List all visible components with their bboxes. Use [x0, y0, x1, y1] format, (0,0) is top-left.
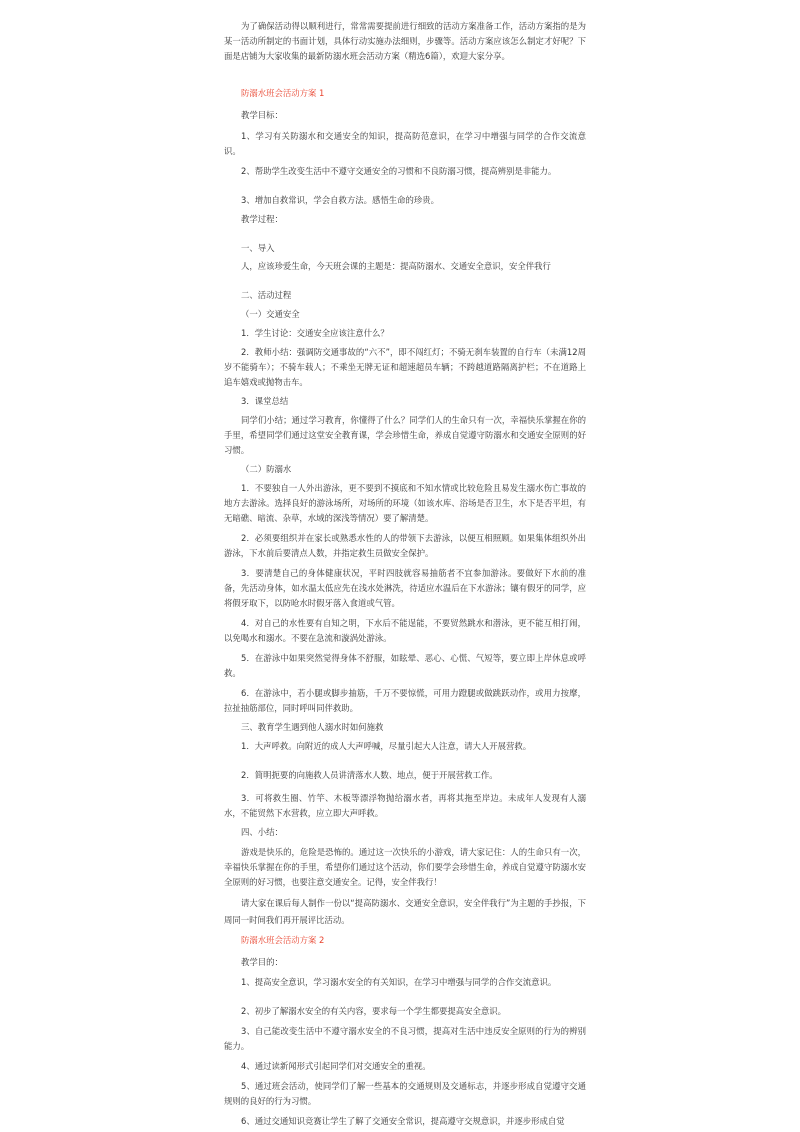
- s1-part-4-heading: 四、小结：: [241, 827, 283, 837]
- s2-goal-6: 6、通过交通知识竞赛让学生了解了交通安全常识，提高遵守交规意识，并逐步形成自觉: [241, 1116, 565, 1126]
- s1-swim-item-5: 5．在游泳中如果突然觉得身体不舒服，如眩晕、恶心、心慌、气短等，要立即上岸休息或呼救。: [224, 653, 586, 678]
- s1-swim-heading: （二）防溺水: [241, 464, 292, 474]
- s1-summary-text: 游戏是快乐的，危险是恐怖的。通过这一次快乐的小游戏，请大家记住：人的生命只有一次，幸福快乐掌握在你的手里，希望你们通过这个活动，你们要学会珍惜生命，养成自觉遵守防溺水安全原则的好习惯，也要注意交通安全。记得，安全伴我行！: [224, 847, 586, 887]
- intro-paragraph: 为了确保活动得以顺利进行，常常需要提前进行细致的活动方案准备工作，活动方案指的是为某一活动所制定的书面计划，具体行动实施办法细则，步骤等。活动方案应该怎么制定才好呢？下面是店铺为大家收集的最新防溺水班会活动方案（精选6篇），欢迎大家分享。: [224, 21, 586, 61]
- s1-heading-goals: 教学目标：: [241, 110, 283, 120]
- s1-rescue-item-1: 1．大声呼救。向附近的成人大声呼喊，尽量引起大人注意，请大人开展营救。: [241, 741, 532, 751]
- s1-traffic-item-3: 3．课堂总结: [241, 396, 289, 406]
- s1-rescue-item-2: 2．简明扼要的向施救人员讲清落水人数、地点，便于开展营救工作。: [241, 770, 498, 780]
- s1-goal-2: 2、帮助学生改变生活中不遵守交通安全的习惯和不良防溺习惯，提高辨别是非能力。: [241, 166, 557, 176]
- s1-rescue-item-3: 3．可将救生圈、竹竿、木板等漂浮物抛给溺水者，再将其拖至岸边。未成年人发现有人溺水，不能贸然下水营救，应立即大声呼救。: [224, 793, 586, 818]
- s1-part-3-heading: 三、教育学生遇到他人溺水时如何施救: [241, 722, 384, 732]
- s1-goal-3: 3、增加自救常识，学会自救方法。感悟生命的珍贵。: [241, 195, 439, 205]
- s2-goal-4: 4、通过读新闻形式引起同学们对交通安全的重视。: [241, 1061, 431, 1071]
- s2-goal-5: 5、通过班会活动，使同学们了解一些基本的交通规则及交通标志，并逐步形成自觉遵守交通规则的良好的行为习惯。: [224, 1081, 586, 1106]
- s2-goal-1: 1、提高安全意识，学习溺水安全的有关知识，在学习中增强与同学的合作交流意识。: [241, 977, 557, 987]
- s1-traffic-item-1: 1．学生讨论：交通安全应该注意什么？: [241, 328, 389, 338]
- s1-traffic-item-2: 2．教师小结：强调防交通事故的“六不”，即不闯红灯；不骑无刹车装置的自行车（未满12周岁不能骑车）；不骑车载人；不乘坐无牌无证和超速超员车辆；不跨越道路隔离护栏；不在道路上追车嬉戏或抛物击车。: [224, 347, 586, 387]
- s1-part-2-heading: 二、活动过程: [241, 290, 292, 300]
- s1-goal-1: 1、学习有关防溺水和交通安全的知识，提高防范意识，在学习中增强与同学的合作交流意识。: [224, 131, 586, 156]
- s1-part-1-text: 人，应该珍爱生命，今天班会课的主题是：提高防溺水、交通安全意识，安全伴我行: [241, 261, 551, 271]
- s1-part-1-heading: 一、导入: [241, 243, 275, 253]
- s1-heading-process: 教学过程：: [241, 214, 283, 224]
- s1-swim-item-3: 3．要清楚自己的身体健康状况，平时四肢就容易抽筋者不宜参加游泳。要做好下水前的准备，先活动身体，如水温太低应先在浅水处淋洗，待适应水温后在下水游泳；镶有假牙的同学，应将假牙取下，以防呛水时假牙落入食道或气管。: [224, 568, 586, 608]
- s1-swim-item-1: 1．不要独自一人外出游泳，更不要到不摸底和不知水情或比较危险且易发生溺水伤亡事故的地方去游泳。选择良好的游泳场所，对场所的环境（如该水库、浴场是否卫生，水下是否平坦，有无暗礁、暗流、杂草，水域的深浅等情况）要了解清楚。: [224, 483, 586, 523]
- s1-swim-item-2: 2．必须要组织并在家长或熟悉水性的人的带领下去游泳，以便互相照顾。如果集体组织外出游泳，下水前后要清点人数，并指定救生员做安全保护。: [224, 533, 586, 558]
- s1-traffic-summary: 同学们小结；通过学习教育，你懂得了什么？同学们人的生命只有一次，幸福快乐掌握在你的手里，希望同学们通过这堂安全教育课，学会珍惜生命，养成自觉遵守防溺水和交通安全原则的好习惯。: [224, 415, 586, 455]
- s1-traffic-heading: （一）交通安全: [241, 309, 300, 319]
- section-1-title: 防溺水班会活动方案 1: [241, 88, 325, 98]
- s2-heading-goals: 教学目的：: [241, 957, 283, 967]
- s1-swim-item-4: 4．对自己的水性要有自知之明，下水后不能逞能，不要贸然跳水和潜泳，更不能互相打闹，以免喝水和溺水。不要在急流和漩涡处游泳。: [224, 618, 586, 643]
- s2-goal-2: 2、初步了解溺水安全的有关内容，要求每一个学生都要提高安全意识。: [241, 1006, 506, 1016]
- s1-homework-text: 请大家在课后每人制作一份以“提高防溺水、交通安全意识，安全伴我行”为主题的手抄报，下周同一时间我们再开展评比活动。: [224, 898, 586, 925]
- s1-swim-item-6: 6．在游泳中，若小腿或脚步抽筋，千万不要惊慌，可用力蹬腿或做跳跃动作，或用力按摩，拉扯抽筋部位，同时呼叫同伴救助。: [224, 688, 586, 713]
- section-2-title: 防溺水班会活动方案 2: [241, 935, 325, 945]
- document-body: [224, 19, 586, 1129]
- s2-goal-3: 3、自己能改变生活中不遵守溺水安全的不良习惯，提高对生活中违反安全原则的行为的辨别能力。: [224, 1026, 586, 1051]
